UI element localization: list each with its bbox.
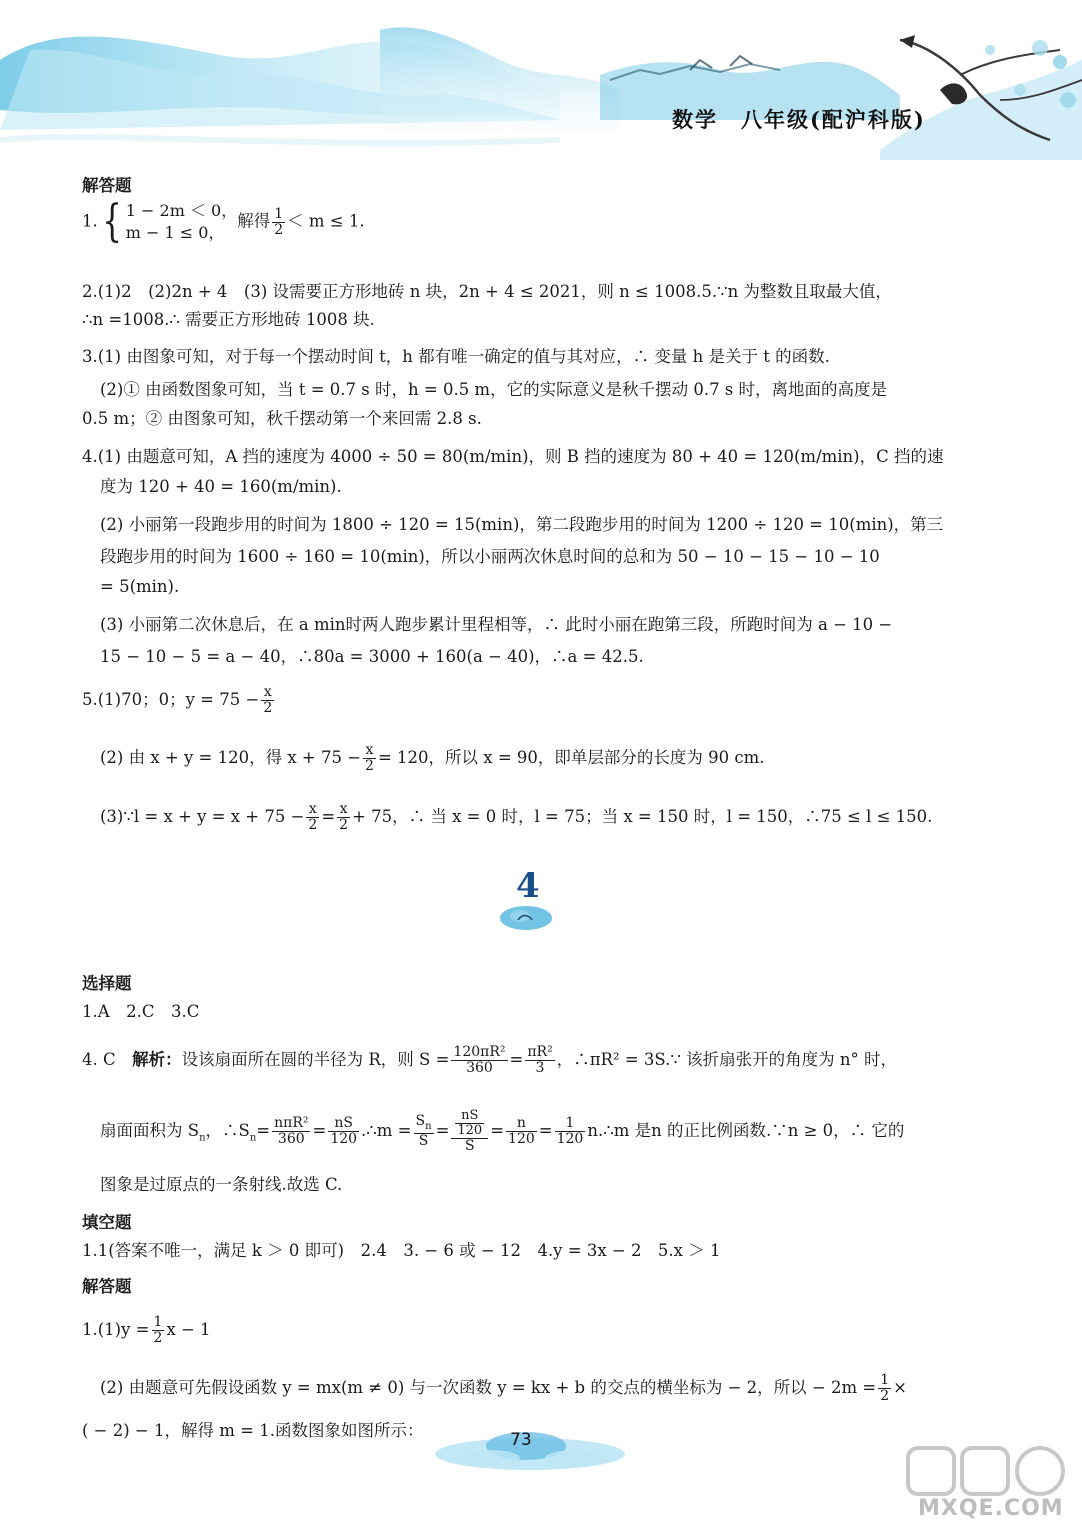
fraction: $\frac{\text{πR²}}{3}$ [527, 1044, 553, 1076]
inequality-system [98, 196, 238, 247]
fraction: $\frac{\text{120πR²}}{360}$ [453, 1044, 506, 1076]
section-heading-choice: 选择题 [82, 974, 132, 993]
answer-q3-line3: 0.5 m；② 由图象可知，秋千摆动第一个来回需 2.8 s. [82, 409, 482, 428]
answer-q5-part1: 5.(1)70；0；y = 75 − $\frac{x}{2}$ [82, 684, 273, 716]
fraction: $\frac{x}{2}$ [339, 801, 349, 833]
compound-fraction: $\frac{\frac{nS}{120}}{S}$ [451, 1109, 488, 1154]
answer-q5-part3: (3)∵l = x + y = x + 75 − $\frac{x}{2}$ = $\frac{x}{2}$ + 75，∴ 当 x = 0 时，l = 75；当 x = 150 时，l = 150，∴75 ≤ l ≤ 150. [100, 801, 933, 833]
chapter-number: 4 [516, 866, 540, 906]
header-banner [0, 0, 1082, 160]
ink-landscape-illustration [0, 0, 1082, 160]
answer-q5-part2: (2) 由 x + y = 120，得 x + 75 − $\frac{x}{2}$ = 120，所以 x = 90，即单层部分的长度为 90 cm. [100, 742, 765, 774]
section-heading-answers-2: 解答题 [82, 1277, 132, 1296]
answer-q4-line5: = 5(min). [100, 577, 180, 596]
system-row-1: 1 − 2m ＜ 0， [125, 201, 238, 220]
fraction: $\frac{1}{2}$ [880, 1372, 890, 1404]
page-number-cloud-icon [430, 1420, 630, 1480]
system-row-2: m − 1 ≤ 0， [125, 223, 225, 242]
section-heading-answers: 解答题 [82, 176, 132, 195]
fraction: $\frac{n}{120}$ [508, 1115, 535, 1147]
answer-q4-line6: (3) 小丽第二次休息后，在 a min时两人跑步累计里程相等，∴ 此时小丽在跑第三段，所跑时间为 a − 10 − [100, 615, 893, 634]
fraction: $\frac{S_n}{S}$ [415, 1112, 432, 1150]
watermark-text: MXQE.COM [918, 1496, 1064, 1521]
fraction: $\frac{1}{2}$ [153, 1314, 163, 1346]
answer-q3-line1: 3.(1) 由图象可知，对于每一个摆动时间 t，h 都有唯一确定的值与其对应，∴ 变量 h 是关于 t 的函数. [82, 347, 830, 366]
choice-q4-explanation-line2: 扇面面积为 $S_n$，$\therefore S_n=$ $\frac{\text{nπR²}}{360}$ = $\frac{nS}{120}$ .∴m = $\frac{S_n}{S}$ = $\frac{\frac{nS}{120}}{S}$ = $\frac{n}{120}$ = $\frac{1}{120}$ n.∴m 是n 的正比例函数.∵n ≥ 0，∴ 它的 [100, 1108, 905, 1154]
answer-q2-line1: 2.(1)2 (2)2n + 4 (3) 设需要正方形地砖 n 块，2n + 4 ≤ 2021，则 n ≤ 1008.5.∵n 为整数且取最大值， [82, 282, 892, 301]
answer2-q1-part2: (2) 由题意可先假设函数 y = mx(m ≠ 0) 与一次函数 y = kx + b 的交点的横坐标为 − 2，所以 − 2m = $\frac{1}{2}$ × [100, 1372, 907, 1404]
answer-q4-line1: 4.(1) 由题意可知，A 挡的速度为 4000 ÷ 50 = 80(m/min)，则 B 挡的速度为 80 + 40 = 120(m/min)，C 挡的速 [82, 447, 944, 466]
answer-q4-line7: 15 − 10 − 5 = a − 40，∴80a = 3000 + 160(a − 40)，∴a = 42.5. [100, 647, 644, 666]
header-title: 数学 八年级(配沪科版) [672, 107, 926, 132]
choice-answers: 1.A 2.C 3.C [82, 1002, 200, 1021]
fraction: $\frac{x}{2}$ [308, 801, 318, 833]
section-heading-fill: 填空题 [82, 1213, 132, 1232]
answer-q4-line4: 段跑步用的时间为 1600 ÷ 160 = 10(min)，所以小丽两次休息时间的总和为 50 − 10 − 15 − 10 − 10 [100, 547, 880, 566]
choice-q4-explanation-line1: 4. C 解析：设该扇面所在圆的半径为 R，则 S = $\frac{\text{120πR²}}{360}$ = $\frac{\text{πR²}}{3}$ ，∴πR² = 3S.∵ 该折扇张开的角度为 n° 时， [82, 1044, 897, 1076]
page-number: 73 [510, 1430, 532, 1450]
choice-q4-explanation-line3: 图象是过原点的一条射线.故选 C. [100, 1175, 343, 1194]
q1-tail: ＜ m ≤ 1. [287, 211, 365, 231]
fraction: $\frac{x}{2}$ [365, 742, 374, 774]
answer-q3-line2: (2)① 由函数图象可知，当 t = 0.7 s 时，h = 0.5 m，它的实际意义是秋千摆动 0.7 s 时，离地面的高度是 [100, 380, 888, 399]
fill-answers: 1.1(答案不唯一，满足 k ＞ 0 即可) 2.4 3. − 6 或 − 12 4.y = 3x − 2 5.x ＞ 1 [82, 1241, 721, 1260]
fraction: $\frac{1}{2}$ [274, 205, 284, 238]
answer-q4-line3: (2) 小丽第一段跑步用的时间为 1800 ÷ 120 = 15(min)，第二段跑步用的时间为 1200 ÷ 120 = 10(min)，第三 [100, 515, 944, 534]
fraction: $\frac{x}{2}$ [263, 684, 273, 716]
fraction: $\frac{\text{nπR²}}{360}$ [274, 1115, 309, 1147]
q1-mid: 解得 [237, 211, 271, 231]
answer-q4-line2: 度为 120 + 40 = 160(m/min). [100, 477, 342, 496]
fraction: $\frac{1}{120}$ [556, 1115, 584, 1147]
answer-q2-line2: ∴n =1008.∴ 需要正方形地砖 1008 块. [82, 310, 375, 329]
left-brace-icon: { [101, 196, 122, 247]
answer2-q1-part1: 1.(1)y = $\frac{1}{2}$ x − 1 [82, 1314, 211, 1346]
answer2-q1-part3: ( − 2) − 1，解得 m = 1.函数图象如图所示： [82, 1421, 424, 1440]
answer-q1 [82, 196, 365, 247]
fraction: $\frac{nS}{120}$ [330, 1115, 358, 1147]
q1-number: 1. [82, 211, 98, 231]
